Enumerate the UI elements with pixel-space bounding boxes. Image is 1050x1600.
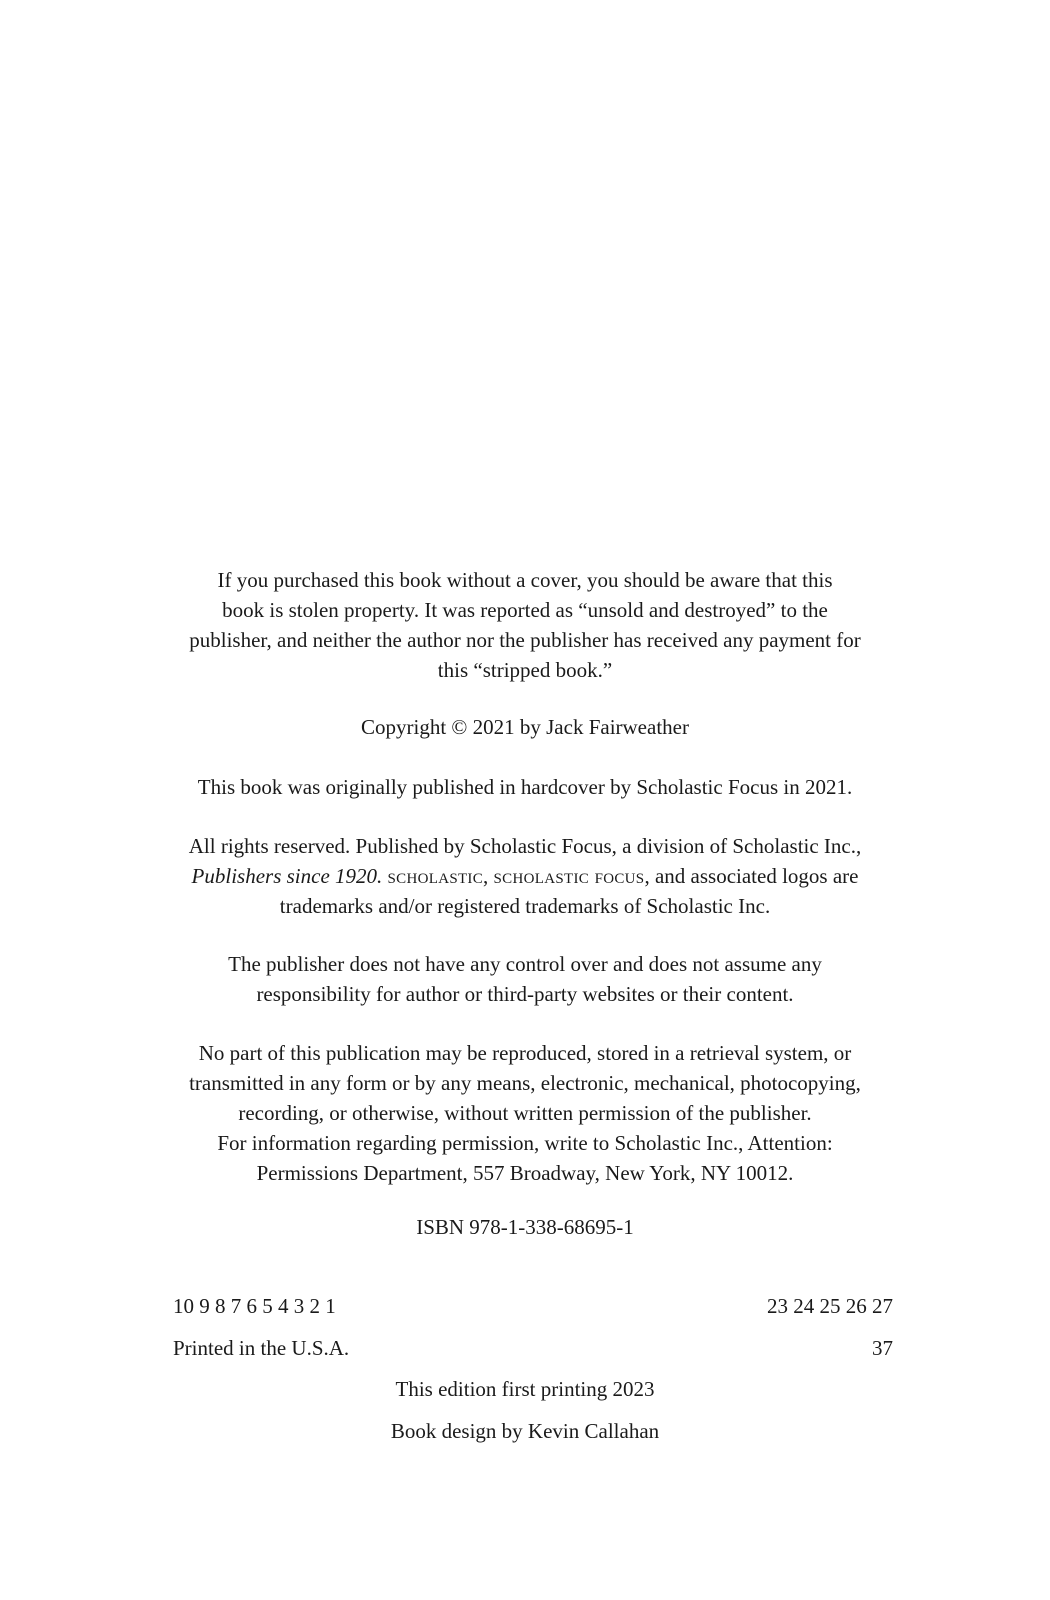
stripped-book-notice xyxy=(130,565,920,685)
trademark-scholastic: scholastic xyxy=(387,864,484,888)
rights-line: trademarks and/or registered trademarks of Scholastic Inc. xyxy=(279,894,771,918)
disclaimer-line: The publisher does not have any control over and does not assume any xyxy=(228,952,822,976)
year-codes: 23 24 25 26 27 xyxy=(767,1294,893,1318)
website-disclaimer xyxy=(130,949,920,1009)
trademark-scholastic-focus: scholastic focus xyxy=(493,864,645,888)
reproduction-line: For information regarding permission, write to Scholastic Inc., Attention: xyxy=(217,1131,833,1155)
reproduction-line: Permissions Department, 557 Broadway, New York, NY 10012. xyxy=(256,1161,794,1185)
reproduction-line: No part of this publication may be reproduced, stored in a retrieval system, or xyxy=(198,1041,852,1065)
isbn: ISBN 978-1-338-68695-1 xyxy=(416,1215,634,1239)
reproduction-notice xyxy=(130,1038,920,1188)
copyright-line: Copyright © 2021 by Jack Fairweather xyxy=(361,715,689,739)
trademark-line-end: , and associated logos are xyxy=(644,864,859,888)
reproduction-line: recording, or otherwise, without written permission of the publisher. xyxy=(238,1101,812,1125)
disclaimer-line: responsibility for author or third-party websites or their content. xyxy=(256,982,794,1006)
edition-line: This edition first printing 2023 xyxy=(395,1377,655,1401)
rights-notice xyxy=(130,831,920,921)
trademark-separator: , xyxy=(483,864,494,888)
notice-line: If you purchased this book without a cover, you should be aware that this xyxy=(217,568,833,592)
reproduction-line: transmitted in any form or by any means, electronic, mechanical, photocopying, xyxy=(189,1071,861,1095)
publishers-since-text: Publishers since 1920. xyxy=(191,864,383,888)
rights-line: All rights reserved. Published by Scholastic Focus, a division of Scholastic Inc., xyxy=(188,834,862,858)
printer-code: 37 xyxy=(872,1336,893,1360)
original-publication-line: This book was originally published in hardcover by Scholastic Focus in 2021. xyxy=(197,775,853,799)
printing-numbers: 10 9 8 7 6 5 4 3 2 1 xyxy=(173,1294,336,1318)
notice-line: book is stolen property. It was reported as “unsold and destroyed” to the xyxy=(222,598,828,622)
printed-in: Printed in the U.S.A. xyxy=(173,1336,350,1360)
rights-line xyxy=(130,861,920,891)
notice-line: this “stripped book.” xyxy=(437,658,613,682)
design-credit: Book design by Kevin Callahan xyxy=(390,1419,660,1443)
notice-line: publisher, and neither the author nor the publisher has received any payment for xyxy=(189,628,861,652)
